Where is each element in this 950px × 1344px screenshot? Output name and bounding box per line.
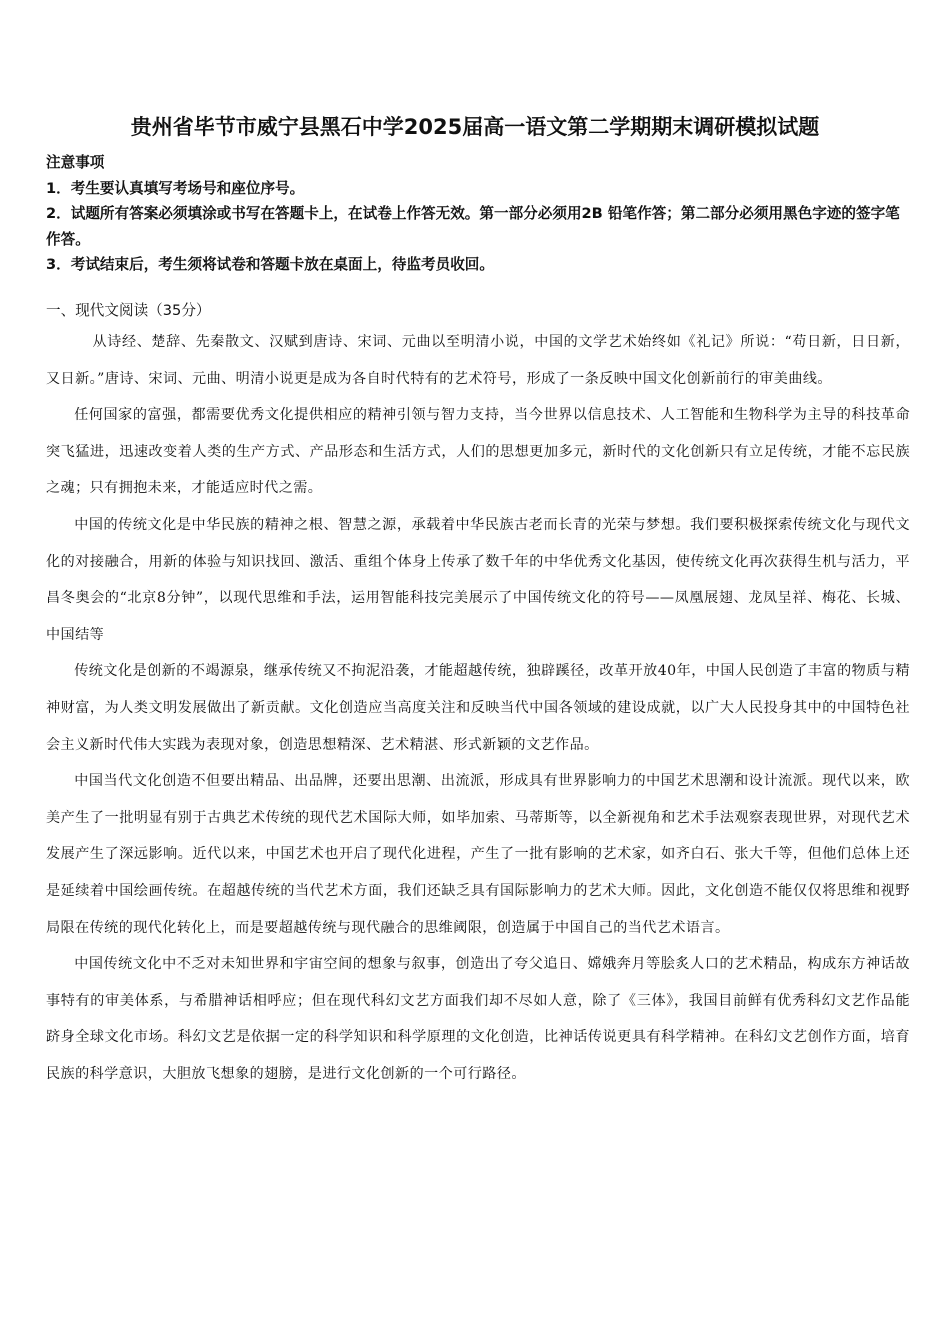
- notice-item-3: 3．考试结束后，考生须将试卷和答题卡放在桌面上，待监考员收回。: [46, 256, 494, 273]
- passage-paragraph-2: 任何国家的富强，都需要优秀文化提供相应的精神引领与智力支持，当今世界以信息技术、人工智能和生物科学为主导的科技革命突飞猛进，迅速改变着人类的生产方式、产品形态和生活方式，人们的思想更加多元，新时代的文化创新只有立足传统，才能不忘民族之魂；只有拥抱未来，才能适应时代之需。: [46, 407, 910, 497]
- notice-heading: 注意事项: [46, 154, 105, 171]
- passage-paragraph-5: 中国当代文化创造不但要出精品、出品牌，还要出思潮、出流派，形成具有世界影响力的中国艺术思潮和设计流派。现代以来，欧美产生了一批明显有别于古典艺术传统的现代艺术国际大师，如毕加索、马蒂斯等，以全新视角和艺术手法观察表现世界，对现代艺术发展产生了深远影响。近代以来，中国艺术也开启了现代化进程，产生了一批有影响的艺术家，如齐白石、张大千等，但他们总体上还是延续着中国绘画传统。在超越传统的当代艺术方面，我们还缺乏具有国际影响力的艺术大师。因此，文化创造不能仅仅将思维和视野局限在传统的现代化转化上，而是要超越传统与现代融合的思维阈限，创造属于中国自己的当代艺术语言。: [46, 773, 910, 936]
- passage-paragraph-6: 中国传统文化中不乏对未知世界和宇宙空间的想象与叙事，创造出了夸父追日、嫦娥奔月等脍炙人口的艺术精品，构成东方神话故事特有的审美体系，与希腊神话相呼应；但在现代科幻文艺方面我们却不尽如人意，除了《三体》，我国目前鲜有优秀科幻文艺作品能跻身全球文化市场。科幻文艺是依据一定的科学知识和科学原理的文化创造，比神话传说更具有科学精神。在科幻文艺创作方面，培育民族的科学意识，大胆放飞想象的翅膀，是进行文化创新的一个可行路径。: [46, 956, 910, 1082]
- notice-item-2: 2．试题所有答案必须填涂或书写在答题卡上，在试卷上作答无效。第一部分必须用2B 铅笔作答；第二部分必须用黑色字迹的签字笔作答。: [46, 205, 900, 248]
- passage-paragraph-1: 从诗经、楚辞、先秦散文、汉赋到唐诗、宋词、元曲以至明清小说，中国的文学艺术始终如《礼记》所说：“苟日新，日日新，又日新。”唐诗、宋词、元曲、明清小说更是成为各自时代特有的艺术符号，形成了一条反映中国文化创新前行的审美曲线。: [46, 334, 910, 387]
- notice-item-1: 1．考生要认真填写考场号和座位序号。: [46, 179, 305, 197]
- reading-passage: [46, 324, 910, 1092]
- passage-paragraph-4: 传统文化是创新的不竭源泉，继承传统又不拘泥沿袭，才能超越传统，独辟蹊径，改革开放40年，中国人民创造了丰富的物质与精神财富，为人类文明发展做出了新贡献。文化创造应当高度关注和反映当代中国各领域的建设成就，以广大人民投身其中的中国特色社会主义新时代伟大实践为表现对象，创造思想精深、艺术精湛、形式新颖的文艺作品。: [46, 663, 910, 753]
- notice-block: [46, 150, 908, 278]
- passage-paragraph-3: 中国的传统文化是中华民族的精神之根、智慧之源，承载着中华民族古老而长青的光荣与梦想。我们要积极探索传统文化与现代文化的对接融合，用新的体验与知识找回、激活、重组个体身上传承了数千年的中华优秀文化基因，使传统文化再次获得生机与活力，平昌冬奥会的“北京8分钟”，以现代思维和手法，运用智能科技完美展示了中国传统文化的符号——凤凰展翅、龙凤呈祥、梅花、长城、中国结等: [46, 516, 910, 643]
- section-heading: 一、现代文阅读（35分）: [46, 302, 211, 319]
- exam-title: 贵州省毕节市威宁县黑石中学2025届高一语文第二学期期末调研模拟试题: [130, 115, 820, 139]
